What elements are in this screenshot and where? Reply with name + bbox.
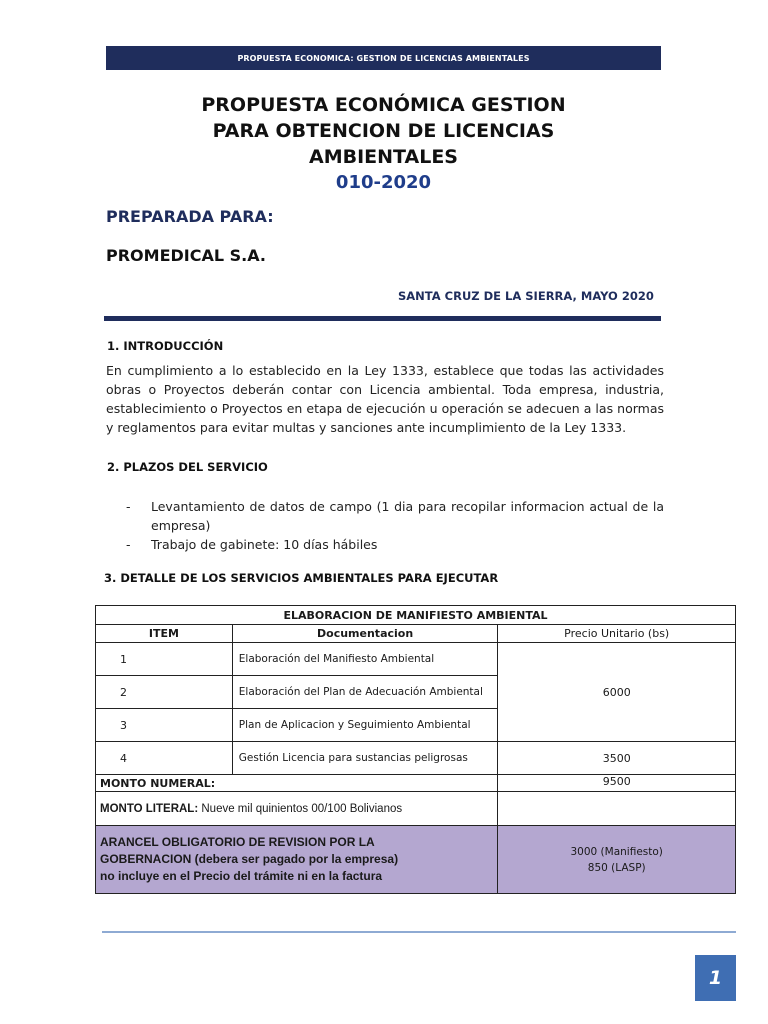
monto-literal-row (96, 792, 736, 826)
section-3-title: 3. DETALLE DE LOS SERVICIOS AMBIENTALES PARA EJECUTAR (104, 571, 499, 585)
section-1-body: En cumplimiento a lo establecido en la Ley 1333, establece que todas las actividades obras o Proyectos deberán contar con Licencia ambiental. Toda empresa, industria, establecimiento o Proyectos en etapa de ejecución u operación se adecuen a las normas y reglamentos para evitar multas y sanciones ante incumplimiento de la Ley 1333. (106, 363, 664, 435)
arancel-value-lasp: 850 (LASP) (587, 861, 646, 874)
monto-numeral-row (96, 775, 736, 792)
row-doc: Plan de Aplicacion y Seguimiento Ambiental (232, 709, 498, 742)
page-number-box (695, 955, 736, 1001)
list-item-text: Trabajo de gabinete: 10 días hábiles (151, 537, 378, 552)
arancel-value (498, 826, 736, 894)
doc-title-line-1: PROPUESTA ECONÓMICA GESTION (201, 94, 566, 116)
header-bar-text: PROPUESTA ECONOMICA: GESTION DE LICENCIAS AMBIENTALES (237, 53, 530, 63)
arancel-value-manifiesto: 3000 (Manifiesto) (570, 845, 663, 858)
price-4: 3500 (498, 742, 736, 775)
divider-rule (104, 316, 661, 321)
header-bar (106, 46, 661, 70)
footer-rule (102, 931, 736, 933)
row-item: 2 (96, 676, 233, 709)
monto-literal-value: Nueve mil quinientos 00/100 Bolivianos (201, 802, 403, 815)
row-doc: Elaboración del Plan de Adecuación Ambiental (232, 676, 498, 709)
row-item: 1 (96, 643, 233, 676)
bullet-dash: - (126, 537, 131, 552)
place-date: SANTA CRUZ DE LA SIERRA, MAYO 2020 (398, 289, 654, 303)
arancel-row (96, 826, 736, 894)
table-row (96, 643, 736, 676)
arancel-label: ARANCEL OBLIGATORIO DE REVISION POR LA GOBERNACION (debera ser pagado por la empresa) no incluye en el Precio del trámite ni en la factura (96, 826, 498, 894)
row-item: 3 (96, 709, 233, 742)
table-header-row (96, 625, 736, 643)
monto-literal-empty (498, 792, 736, 826)
bullet-dash: - (126, 499, 131, 514)
row-doc: Gestión Licencia para sustancias peligrosas (232, 742, 498, 775)
monto-numeral-value: 9500 (498, 775, 736, 792)
price-group-1-3: 6000 (498, 643, 736, 742)
table-row (96, 742, 736, 775)
services-table (95, 605, 736, 894)
list-item (126, 497, 664, 535)
row-doc: Elaboración del Manifiesto Ambiental (232, 643, 498, 676)
table-caption-row (96, 606, 736, 625)
doc-title-line-2: PARA OBTENCION DE LICENCIAS (212, 120, 555, 142)
header-item: ITEM (96, 625, 233, 643)
table-caption: ELABORACION DE MANIFIESTO AMBIENTAL (96, 606, 736, 625)
monto-literal-label: MONTO LITERAL: (100, 802, 199, 815)
monto-literal-cell (96, 792, 498, 826)
page-number: 1 (708, 967, 723, 989)
header-documentacion: Documentacion (232, 625, 498, 643)
header-precio: Precio Unitario (bs) (498, 625, 736, 643)
list-item (126, 535, 664, 554)
client-name: PROMEDICAL S.A. (106, 246, 266, 265)
prepared-for-label: PREPARADA PARA: (106, 207, 274, 226)
doc-title-line-3: AMBIENTALES (308, 146, 458, 168)
doc-code: 010-2020 (335, 172, 432, 193)
section-1-title: 1. INTRODUCCIÓN (107, 339, 224, 353)
section-2-title: 2. PLAZOS DEL SERVICIO (107, 460, 268, 474)
list-item-text: Levantamiento de datos de campo (1 dia para recopilar informacion actual de la empresa) (151, 499, 664, 533)
monto-numeral-label: MONTO NUMERAL: (96, 775, 498, 792)
row-item: 4 (96, 742, 233, 775)
